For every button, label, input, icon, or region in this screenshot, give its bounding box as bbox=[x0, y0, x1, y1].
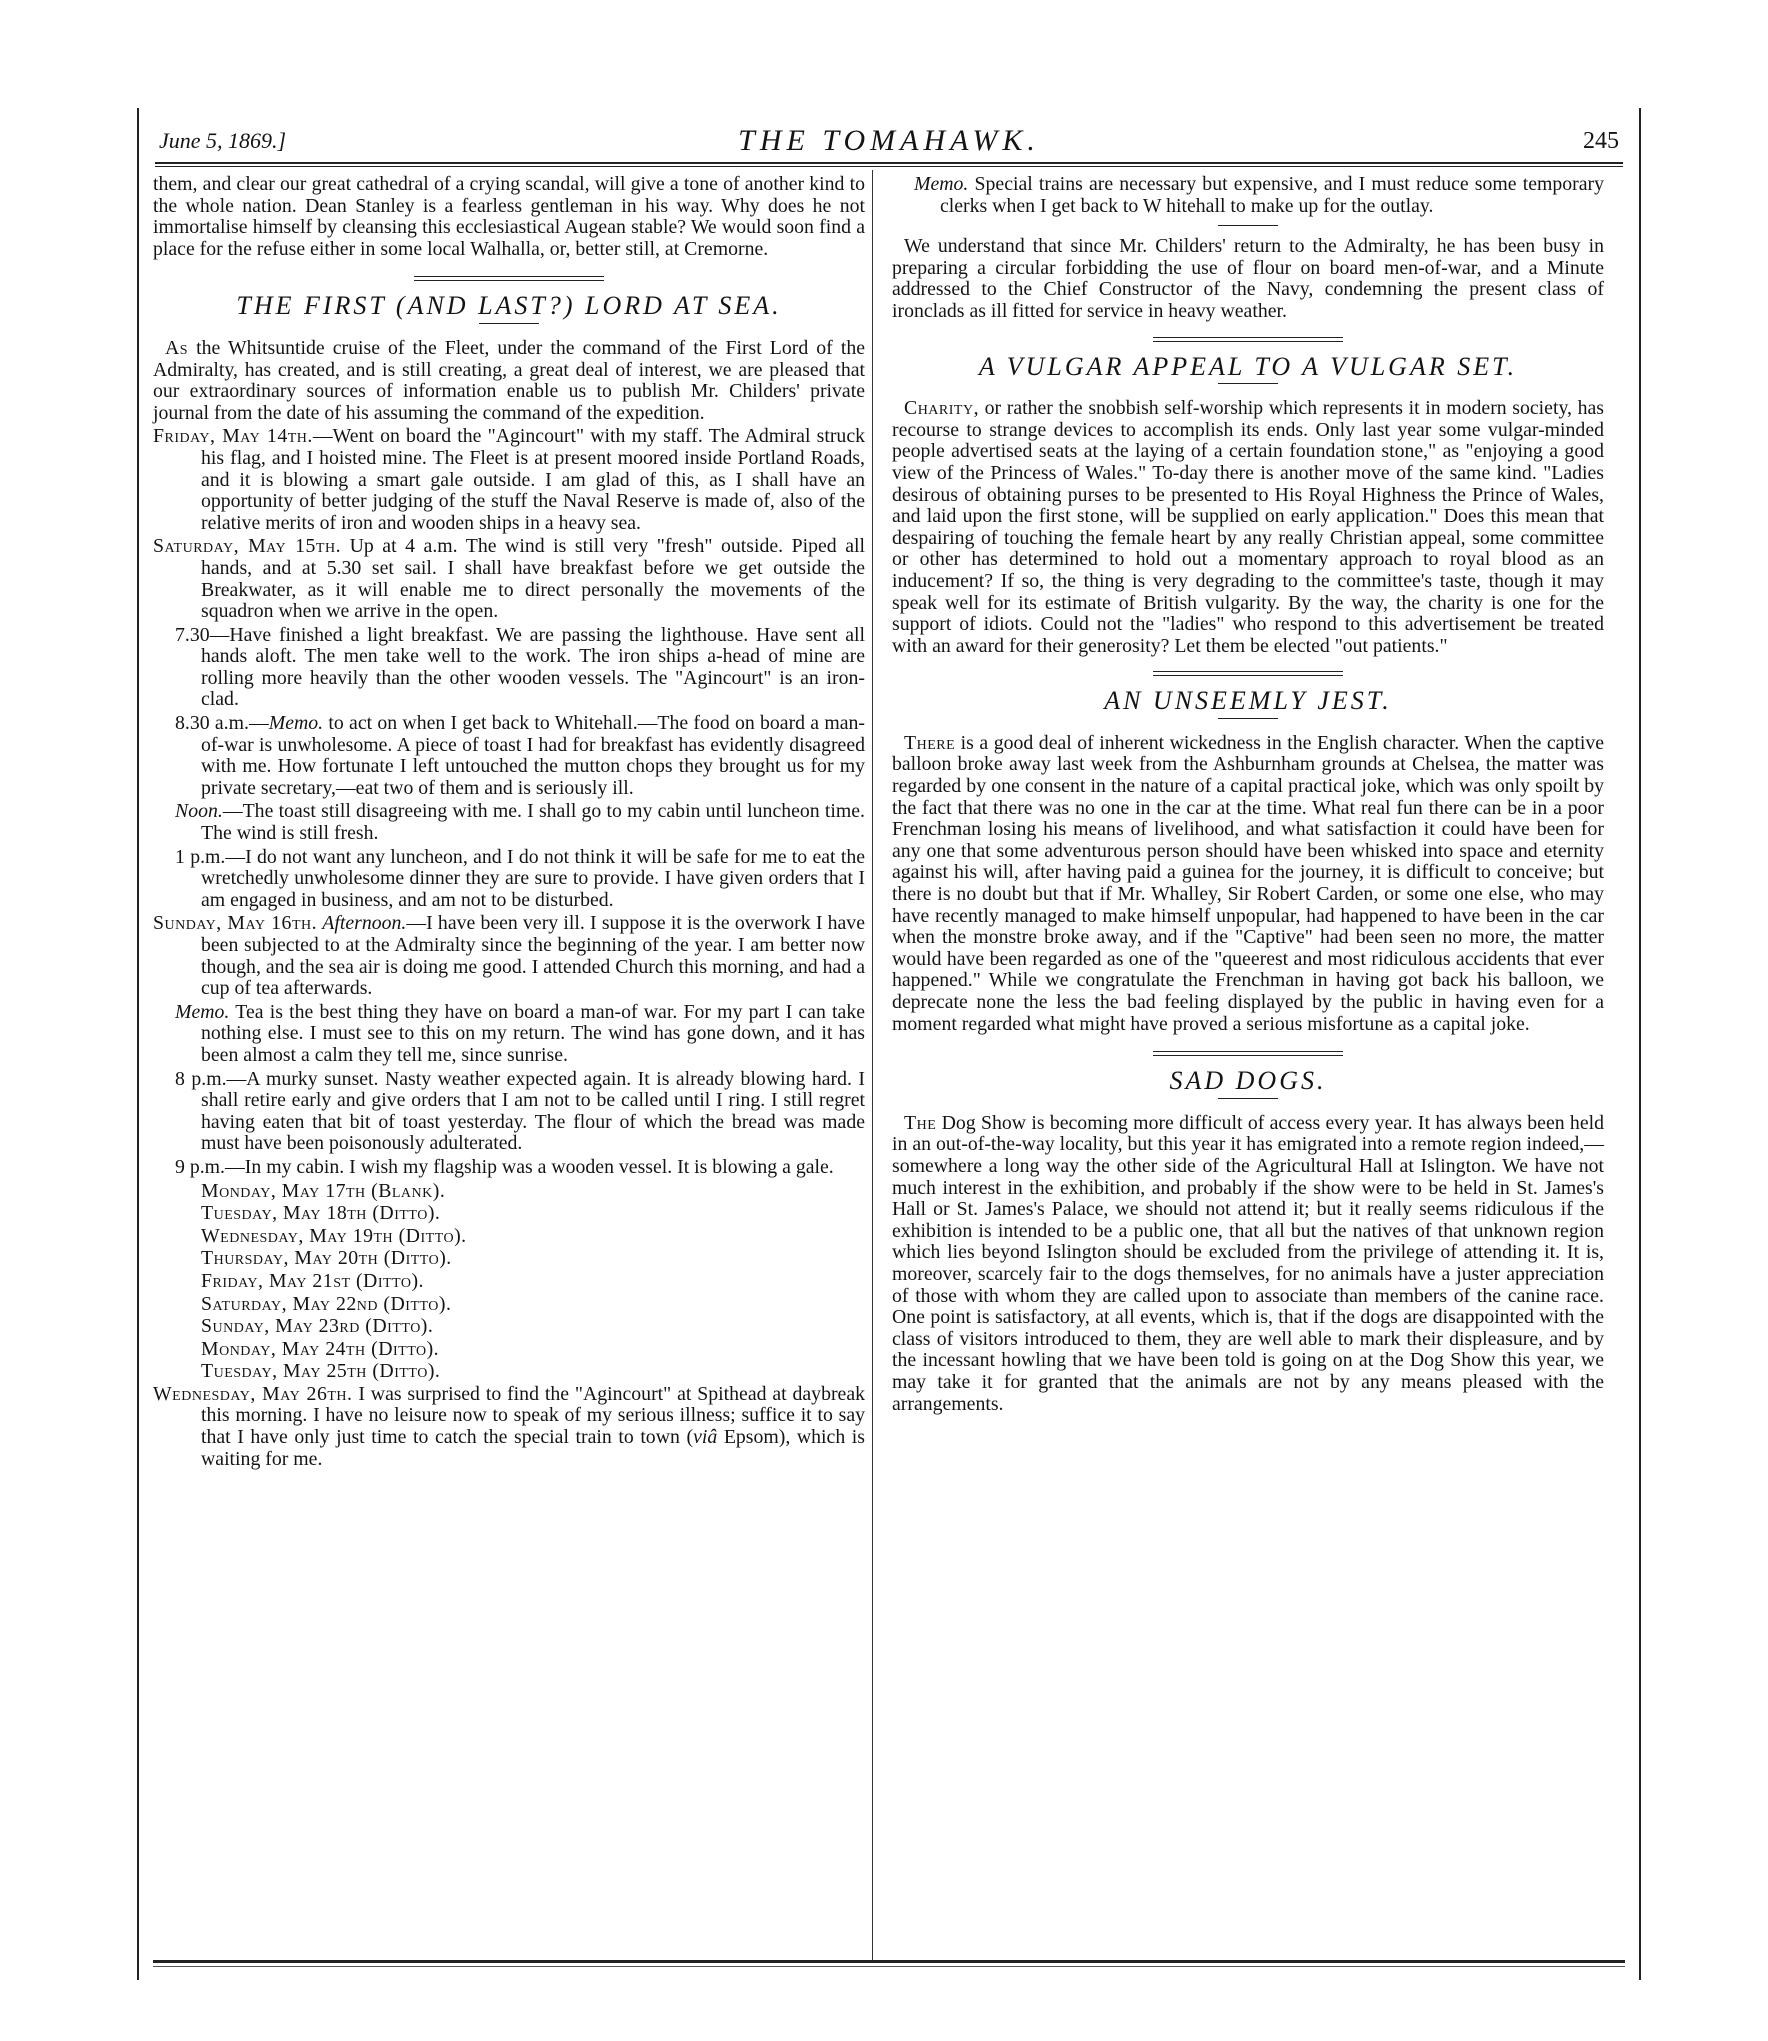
continued-paragraph: them, and clear our great cathedral of a crying scandal, will give a tone of another kind to the whole nation. Dean Stanley is a fearless gentleman in his way. Why does he not immortalise himself by cleansing this ecclesiastical Augean stable? We would soon find a place for the refuse either in some local Walhalla, or, better still, at Cremorne. bbox=[153, 173, 865, 260]
article-heading-first-lord: THE FIRST (AND LAST?) LORD AT SEA. bbox=[236, 291, 782, 321]
log-entry: Monday, May 17th (Blank). bbox=[201, 1179, 446, 1202]
bottom-rule bbox=[153, 1960, 1625, 1963]
bottom-rule-thin bbox=[153, 1966, 1625, 1967]
memo-special-trains: Memo. Special trains are necessary but expensive, and I must reduce some temporary clerks when I get back to W hitehall to make up for the outlay. bbox=[914, 173, 1604, 217]
article-heading-sad-dogs: SAD DOGS. bbox=[1169, 1066, 1327, 1096]
article-heading-vulgar-appeal: A VULGAR APPEAL TO A VULGAR SET. bbox=[978, 351, 1518, 381]
journal-9pm: 9 p.m.—In my cabin. I wish my flagship was a wooden vessel. It is blowing a gale. bbox=[175, 1155, 834, 1178]
journal-830: 8.30 a.m.—Memo. to act on when I get back to Whitehall.—The food on board a man-of-war is unwholesome. A piece of toast I had for breakfast has evidently disagreed with me. How fortunate I left untouched the mutton chops they brought us for my private secretary,—eat two of them and is seriously ill. bbox=[175, 712, 865, 799]
childers-paragraph: We understand that since Mr. Childers' return to the Admiralty, he has been busy in preparing a circular forbidding the use of flour on board men-of-war, and a Minute addressed to the Chief Constructor of the Navy, condemning the present class of ironclads as ill fitted for service in heavy weather. bbox=[892, 235, 1604, 322]
right-column bbox=[892, 174, 1604, 1417]
issue-date: June 5, 1869.] bbox=[159, 128, 287, 153]
masthead-title: THE TOMAHAWK. bbox=[738, 124, 1040, 157]
header-rule bbox=[155, 162, 1623, 167]
log-entry: Wednesday, May 19th (Ditto). bbox=[201, 1224, 467, 1247]
section-rule bbox=[414, 276, 604, 281]
log-entry: Thursday, May 20th (Ditto). bbox=[201, 1247, 452, 1270]
newspaper-page bbox=[137, 108, 1641, 1980]
left-column bbox=[153, 174, 865, 1472]
heading-rule bbox=[1218, 383, 1278, 384]
page-number: 245 bbox=[1583, 128, 1619, 154]
journal-8pm: 8 p.m.—A murky sunset. Nasty weather expected again. It is already blowing hard. I shall retire early and give orders that I am not to be called until I ring. I still regret having eaten that bit of toast yesterday. The flour of which the bread was made must have been poisonously adulterated. bbox=[175, 1067, 865, 1155]
journal-noon: Noon.—The toast still disagreeing with me. I shall go to my cabin until luncheon time. The wind is still fresh. bbox=[175, 800, 865, 845]
log-entry: Sunday, May 23rd (Ditto). bbox=[201, 1315, 434, 1338]
journal-saturday: Saturday, May 15th. Up at 4 a.m. The wind is still very "fresh" outside. Piped all hands, and at 5.30 set sail. I shall have breakfast before we get outside the Breakwater, as it will enable me to direct personally the movements of the squadron when we arrive in the open. bbox=[153, 535, 866, 623]
log-entry: Saturday, May 22nd (Ditto). bbox=[201, 1292, 452, 1315]
page-header bbox=[159, 124, 1619, 162]
balloon-paragraph: There is a good deal of inherent wickedness in the English character. When the captive balloon broke away last week from the Ashburnham grounds at Chelsea, the matter was regarded by one consent in the nature of a capital practical joke, which was only spoilt by the fact that there was no one in the car at the time. What real fun there can be in a poor Frenchman losing his means of livelihood, and what satisfaction it could have been for any one that some adventurous person should have been whisked into space and eternity against his will, after having paid a guinea for the journey, it is difficult to conceive; but there is no doubt but that if Mr. Whalley, Sir Robert Carden, or some one else, who may have recently managed to make himself unpopular, had happened to have been in the car when the monstre broke away, and if the "Captive" had been seen no more, the matter would have been regarded as one of the "queerest and most ridiculous accidents that ever happened." While we congratulate the Frenchman in having got back his balloon, we deprecate none the less the bad feeling displayed by the public in having even for a moment regarded what might have proved a serious misfortune as a capital joke. bbox=[892, 731, 1604, 1035]
heading-rule bbox=[1218, 718, 1278, 719]
section-rule bbox=[1153, 1051, 1343, 1056]
column-divider bbox=[872, 170, 873, 1960]
journal-wednesday: Wednesday, May 26th. I was surprised to find the "Agincourt" at Spithead at daybreak this morning. I have no leisure now to speak of my serious illness; suffice it to say that I have only just time to catch the special train to town (viâ Epsom), which is waiting for me. bbox=[153, 1382, 866, 1470]
intro-paragraph: As the Whitsuntide cruise of the Fleet, under the command of the First Lord of the Admiralty, has created, and is still creating, a great deal of interest, we are pleased that our extraordinary sources of information enable us to publish Mr. Childers' private journal from the date of his assuming the command of the expedition. bbox=[153, 336, 865, 424]
heading-rule bbox=[1218, 1098, 1278, 1099]
journal-sunday: Sunday, May 16th. Afternoon.—I have been very ill. I suppose it is the overwork I have been subjected to at the Admiralty since the beginning of the year. I am better now though, and the sea air is doing me good. I attended Church this morning, and had a cup of tea afterwards. bbox=[153, 912, 865, 1000]
journal-730: 7.30—Have finished a light breakfast. We are passing the lighthouse. Have sent all hands aloft. The men take well to the work. The iron ships a-head of mine are rolling more heavily than the other wooden vessels. The "Agincourt" is an iron-clad. bbox=[175, 623, 865, 711]
dog-show-paragraph: The Dog Show is becoming more difficult of access every year. It has always been held in an out-of-the-way locality, but this year it has emigrated into a remote region indeed,—somewhere a long way the other side of the Agricultural Hall at Islington. We have not much interest in the exhibition, and probably if the show were to be held in St. James's Hall or St. James's Palace, we should not attend it; but it really seems ridiculous if the exhibition is intended to be a public one, that all but the natives of that unknown region which lies beyond Islington should be excluded from the privilege of attending it. It is, moreover, scarcely fair to the dogs themselves, for no animals have a juster appreciation of those with whom they are called upon to associate than members of the canine race. One point is satisfactory, at all events, which is, that if the dogs are disappointed with the class of visitors introduced to them, they are well able to mark their displeasure, and by the incessant howling that we have been told is going on at the Dog Show this year, we may take it for granted that the animals are not by any means pleased with the arrangements. bbox=[892, 1111, 1604, 1415]
journal-log-list bbox=[153, 1181, 865, 1383]
journal-friday: Friday, May 14th.—Went on board the "Agincourt" with my staff. The Admiral struck his flag, and I hoisted mine. The Fleet is at present moored inside Portland Roads, and it is blowing a smart gale outside. I am glad of this, as I shall have an opportunity of better judging of the stuff the Naval Reserve is made of, also of the relative merits of iron and wooden ships in a heavy sea. bbox=[153, 425, 865, 534]
journal-memo-tea: Memo. Tea is the best thing they have on board a man-of war. For my part I can take nothing else. I must see to this on my return. The wind has gone down, and it has been almost a calm they tell me, since sunrise. bbox=[175, 1000, 865, 1066]
log-entry: Monday, May 24th (Ditto). bbox=[201, 1337, 440, 1360]
log-entry: Tuesday, May 25th (Ditto). bbox=[201, 1360, 441, 1383]
log-entry: Friday, May 21st (Ditto). bbox=[201, 1269, 425, 1292]
article-heading-unseemly-jest: AN UNSEEMLY JEST. bbox=[1104, 686, 1392, 716]
charity-paragraph: Charity, or rather the snobbish self-worship which represents it in modern society, has recourse to strange devices to accomplish its ends. Only last year some vulgar-minded people advertised seats at the laying of a certain foundation stone," as "enjoying a good view of the Princess of Wales." To-day there is another move of the same kind. "Ladies desirous of obtaining purses to be presented to His Royal Highness the Prince of Wales, and laid upon the first stone, will be supplied on early application." Does this mean that despairing of touching the female heart by any really Christian appeal, some committee or other has determined to hold out a momentary approach to royal blood as an inducement? If so, the thing is very degrading to the committee's taste, though it may speak well for its estimate of British vulgarity. By the way, the charity is one for the support of idiots. Could not the "ladies" who respond to this advertisement be treated with an award for their generosity? Let them be elected "out patients." bbox=[892, 397, 1604, 657]
section-rule bbox=[1153, 337, 1343, 342]
short-rule bbox=[1218, 225, 1278, 226]
log-entry: Tuesday, May 18th (Ditto). bbox=[201, 1202, 441, 1225]
journal-1pm: 1 p.m.—I do not want any luncheon, and I do not think it will be safe for me to eat the wretchedly unwholesome dinner they are sure to provide. I have given orders that I am engaged in business, and am not to be disturbed. bbox=[175, 845, 865, 911]
heading-rule bbox=[479, 323, 539, 324]
section-rule bbox=[1153, 671, 1343, 676]
